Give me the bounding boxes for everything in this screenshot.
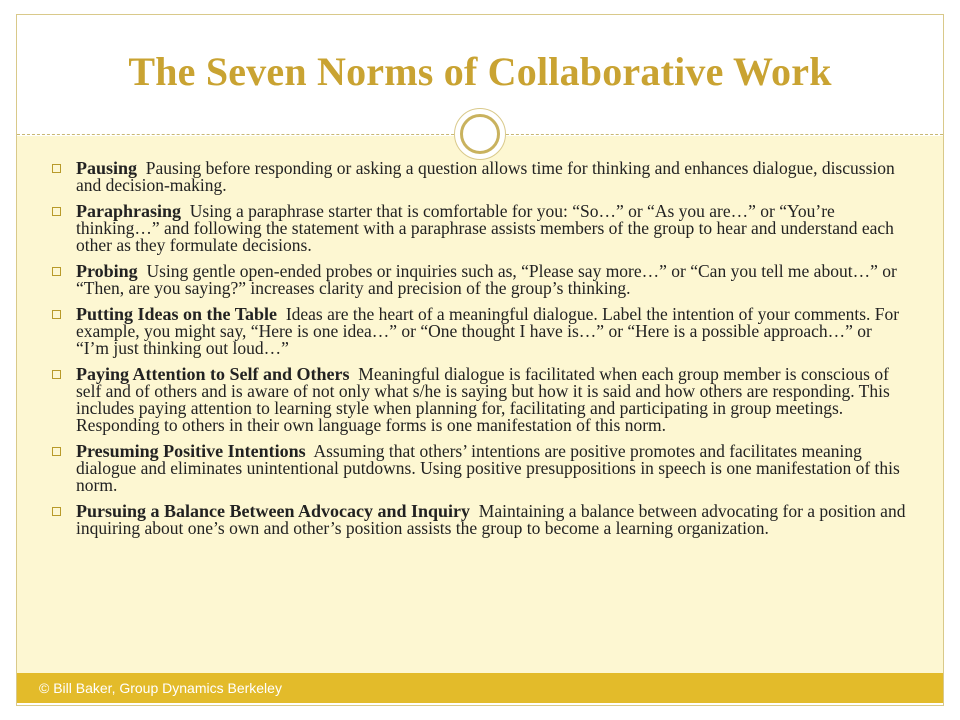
norm-description: Assuming that others’ intentions are positive promotes and facilitates meaning dialogue and eliminates unintentional putdowns. Using positive presuppositions in speech is one manifestation of this norm.: [76, 441, 900, 495]
norm-description: Using gentle open-ended probes or inquiries such as, “Please say more…” or “Can you tell me about…” or “Then, are you saying?” increases clarity and precision of the group’s thinking.: [76, 261, 897, 298]
norm-name: Presuming Positive Intentions: [76, 441, 306, 461]
footer-bar: [17, 673, 943, 703]
norm-name: Paraphrasing: [76, 201, 182, 221]
norm-description: Maintaining a balance between advocating for a position and inquiring about one’s own and other’s position assists the group to become a learning organization.: [76, 501, 906, 538]
footer-credit: © Bill Baker, Group Dynamics Berkeley: [39, 680, 282, 696]
norm-description: Using a paraphrase starter that is comfortable for you: “So…” or “As you are…” or “You’re thinking…” and following the statement with a paraphrase assists members of the group to hear and understand each other as they formulate decisions.: [76, 201, 894, 255]
square-bullet-icon: [52, 267, 61, 276]
square-bullet-icon: [52, 507, 61, 516]
norm-item: [48, 503, 908, 537]
norms-list: [48, 160, 908, 546]
norm-name: Pausing: [76, 158, 138, 178]
square-bullet-icon: [52, 447, 61, 456]
square-bullet-icon: [52, 310, 61, 319]
norm-name: Pursuing a Balance Between Advocacy and Inquiry: [76, 501, 471, 521]
norm-item: [48, 160, 908, 194]
square-bullet-icon: [52, 370, 61, 379]
ring-ornament-icon: [454, 108, 506, 160]
norm-item: [48, 306, 908, 357]
norm-item: [48, 443, 908, 494]
ring-inner-circle: [460, 114, 500, 154]
norm-name: Paying Attention to Self and Others: [76, 364, 350, 384]
norm-description: Ideas are the heart of a meaningful dialogue. Label the intention of your comments. For example, you might say, “Here is one idea…” or “One thought I have is…” or “Here is a possible approach…” or “I’m just thinking out loud…”: [76, 304, 900, 358]
norm-name: Probing: [76, 261, 138, 281]
norm-item: [48, 366, 908, 434]
norm-description: Meaningful dialogue is facilitated when each group member is conscious of self and of others and is aware of not only what s/he is saying but how it is said and how others are responding. This includes paying attention to learning style when planning for, facilitating and participating in group meetings. Responding to others in their own language forms is one manifestation of this norm.: [76, 364, 890, 435]
slide-title: The Seven Norms of Collaborative Work: [128, 49, 832, 94]
norm-description: Pausing before responding or asking a question allows time for thinking and enhances dialogue, discussion and decision-making.: [76, 158, 895, 195]
square-bullet-icon: [52, 207, 61, 216]
norm-name: Putting Ideas on the Table: [76, 304, 278, 324]
norm-item: [48, 263, 908, 297]
norm-item: [48, 203, 908, 254]
square-bullet-icon: [52, 164, 61, 173]
